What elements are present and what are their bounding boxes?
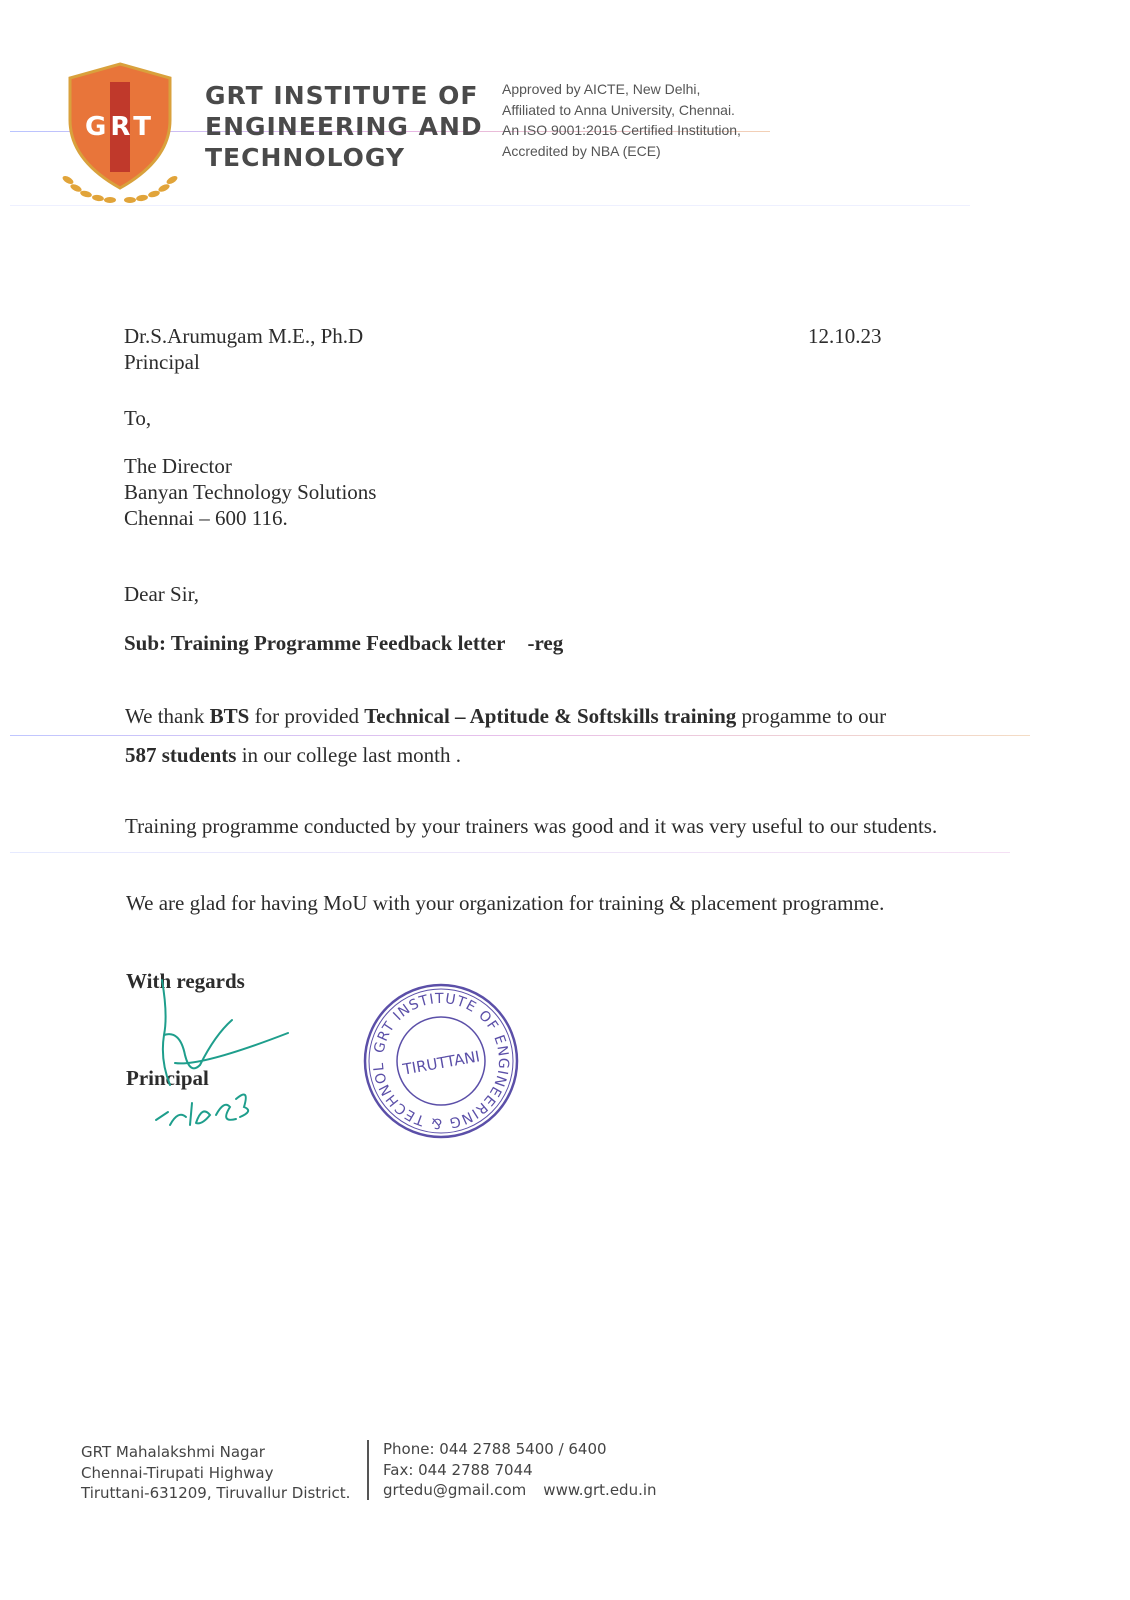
letter-date: 12.10.23 bbox=[808, 324, 882, 348]
footer-website[interactable]: www.grt.edu.in bbox=[543, 1481, 657, 1499]
footer-address: GRT Mahalakshmi Nagar Chennai-Tirupati Highway Tiruttani-631209, Tiruvallur District. bbox=[81, 1443, 351, 1502]
footer-phone: Phone: 044 2788 5400 / 6400 bbox=[383, 1440, 607, 1458]
sender-block bbox=[124, 323, 363, 375]
recipient-block: The Director Banyan Technology Solutions Chennai – 600 116. bbox=[124, 454, 377, 530]
salutation: Dear Sir, bbox=[124, 582, 199, 606]
signatory-title: Principal bbox=[126, 1066, 209, 1090]
seal-ring-text: GRT INSTITUTE OF ENGINEERING & TECHNOL bbox=[370, 990, 512, 1132]
institution-name: GRT INSTITUTE OF ENGINEERING AND TECHNOLOGY bbox=[205, 81, 483, 172]
subject-line: Sub: Training Programme Feedback letter -reg bbox=[124, 631, 564, 655]
body-paragraph-2: Training programme conducted by your trainers was good and it was very useful to our students. bbox=[125, 814, 938, 838]
accreditation-block: Approved by AICTE, New Delhi, Affiliated to Anna University, Chennai. An ISO 9001:2015 Certified Institution, Accredited by NBA (ECE) bbox=[502, 81, 741, 159]
footer-contact bbox=[383, 1439, 657, 1501]
sender-name: Dr.S.Arumugam M.E., Ph.D bbox=[124, 324, 364, 348]
institution-logo bbox=[52, 60, 188, 205]
footer-email[interactable]: grtedu@gmail.com bbox=[383, 1481, 527, 1499]
logo-text: GRT bbox=[85, 112, 155, 142]
sender-title: Principal bbox=[124, 350, 200, 374]
closing-regards: With regards bbox=[126, 969, 245, 993]
footer-divider bbox=[367, 1440, 369, 1500]
body-paragraph-3: We are glad for having MoU with your organization for training & placement programme. bbox=[126, 891, 885, 915]
footer-fax: Fax: 044 2788 7044 bbox=[383, 1460, 533, 1479]
signature bbox=[140, 975, 310, 1145]
seal-center-text: TIRUTTANI bbox=[401, 1047, 482, 1079]
to-label: To, bbox=[124, 406, 152, 430]
scan-line bbox=[10, 852, 1010, 853]
institution-seal bbox=[360, 980, 522, 1142]
body-paragraph-1: We thank BTS for provided Technical – Aptitude & Softskills training progamme to our 587 students in our college last month . bbox=[125, 704, 887, 767]
scan-line bbox=[10, 205, 970, 206]
